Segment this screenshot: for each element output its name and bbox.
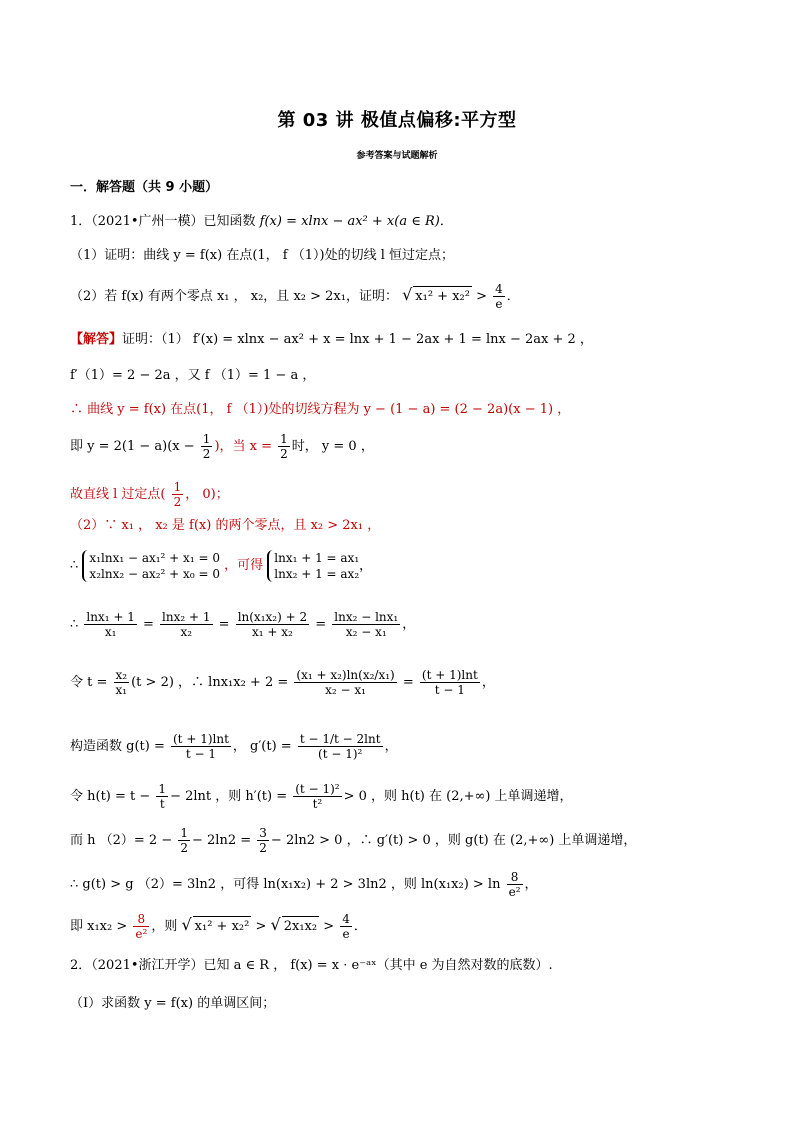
answer-l1-text: 证明：（1） f′(x) = xlnx − ax² + x = lnx + 1 − 2ax + 1 = lnx − 2ax + 2 ，	[122, 332, 593, 347]
problem1-stem-prefix: 1．（2021•广州一模）已知函数	[70, 214, 256, 229]
section-heading: 一．解答题（共 9 小题）	[70, 180, 219, 195]
construct-a: 构造函数 g(t) =	[70, 739, 165, 754]
problem1-part1: （1）证明：曲线 y = f(x) 在点(1， f （1）)处的切线 l 恒过定点；	[70, 248, 455, 263]
h-line-b: − 2lnt ，则 h′(t) =	[170, 789, 288, 804]
answer-l4-b: )，当 x =	[214, 439, 272, 454]
final-four-over-e: $\frac{4}{e}$	[342, 912, 350, 941]
construct-line: 构造函数 g(t) = $\frac{(t + 1)\ln t}{t - 1}$ ， g′(t) = $\frac{t - 1/t - 2\ln t}{\text{(t − 1)²}}$ ，	[70, 732, 398, 761]
ratio-1: $\frac{\text{lnx₁ + 1}}{\text{x₁}}$	[86, 610, 135, 639]
answer-line-4	[70, 432, 734, 461]
half-fraction-2: $\frac{1}{2}$	[280, 432, 288, 461]
part2-rhs-fraction: $\frac{4}{e}$	[495, 282, 503, 311]
answer-l5-b: ， 0)；	[185, 487, 229, 502]
ratio-4: $\frac{\text{lnx₂ − lnx₁}}{\text{x₂ − x₁}}$	[334, 610, 399, 639]
construct-b: ， g′(t) =	[232, 739, 292, 754]
answer-l4-a: 即 y = 2(1 − a)(x −	[70, 439, 195, 454]
problem1-part2: （2）若 f(x) 有两个零点 x₁ ， x₂，且 x₂ > 2x₁，证明： √ x₁² + x₂² > $\frac{4}{e}$ ．	[70, 282, 520, 311]
h2-b: − 2ln2 =	[192, 833, 252, 848]
final-a: 即 x₁x₂ >	[70, 919, 128, 934]
part2-sqrt: x₁² + x₂²	[413, 286, 472, 307]
let-t-result-fraction: $\frac{(t + 1)\ln t}{t - 1}$	[421, 668, 478, 697]
final-line: 即 x₁x₂ > $\frac{8}{\text{e²}}$ ，则 √ x₁² + x₂² > √ 2x₁x₂ > $\frac{4}{e}$ ．	[70, 912, 367, 941]
answer-line-1	[70, 330, 734, 350]
h2-three-halves: $\frac{3}{2}$	[259, 826, 267, 855]
x-over-fraction: $\frac{\text{x₂}}{\text{x₁}}$	[115, 668, 128, 697]
h-line-a: 令 h(t) = t −	[70, 789, 151, 804]
g-a: ∴ g(t) > g （2）= 3ln2 ，可得 ln(x₁x₂) + 2 > 3ln2 ，则 ln(x₁x₂) > ln	[70, 877, 501, 892]
answer-line-3: ∴ 曲线 y = f(x) 在点(1， f （1）)处的切线方程为 y − (1 − a) = (2 − 2a)(x − 1) ，	[70, 402, 571, 417]
let-t-a: 令 t =	[70, 675, 108, 690]
g-line: ∴ g(t) > g （2）= 3ln2 ，可得 ln(x₁x₂) + 2 > 3ln2 ，则 ln(x₁x₂) > ln $\frac{8}{\text{e²}}$ ，	[70, 870, 538, 899]
page-subtitle: 参考答案与试题解析	[356, 151, 438, 161]
system-2: lnx₁ + 1 = ax₁ lnx₂ + 1 = ax₂	[267, 550, 359, 582]
answer-l4-c: 时， y = 0 ，	[291, 439, 374, 454]
final-eight-over-e2: $\frac{8}{\text{e²}}$	[135, 912, 148, 941]
half-fraction-3: $\frac{1}{2}$	[173, 480, 182, 509]
h2-half: $\frac{1}{2}$	[180, 826, 189, 855]
h-prime-fraction: $\frac{\text{(t − 1)²}}{\text{t²}}$	[295, 782, 340, 811]
h-line-d: > 0 ，则 h(t) 在 (2,+∞) 上单调递增，	[343, 789, 573, 804]
problem2-stem: 2．（2021•浙江开学）已知 a ∈ R ， f(x) = x · e⁻ᵃˣ（其中 e 为自然对数的底数）.	[70, 958, 553, 973]
let-t-b: (t > 2) ，∴ lnx₁x₂ + 2 =	[131, 675, 289, 690]
h2-a: 而 h （2）= 2 −	[70, 833, 173, 848]
half-fraction: $\frac{1}{2}$	[202, 432, 211, 461]
one-over-t-fraction: $\frac{1}{t}$	[158, 782, 167, 811]
let-t-line: 令 t = $\frac{\text{x₂}}{\text{x₁}}$ (t > 2) ，∴ lnx₁x₂ + 2 = $\frac{\text{(x₁ + x₂)ln(x₂/x₁)}}{\text{x₂ − x₁}}$ = $\frac{(t + 1)\ln t}{t - 1}$ ，	[70, 668, 495, 697]
page-title: 第 03 讲 极值点偏移:平方型	[277, 110, 517, 131]
answer-line-2: f′（1）= 2 − 2a ，又 f （1）= 1 − a ，	[70, 368, 316, 383]
h-line	[70, 782, 734, 811]
final-sqrt-1: x₁² + x₂²	[193, 916, 252, 937]
ratio-2: $\frac{\text{lnx₂ + 1}}{\text{x₂}}$	[162, 610, 211, 639]
answer-tag: 【解答】	[70, 332, 123, 347]
answer-line-6: （2）∵ x₁ ， x₂ 是 f(x) 的两个零点，且 x₂ > 2x₁ ，	[70, 518, 381, 533]
system-1: x₁lnx₁ − ax₁² + x₁ = 0 x₂lnx₂ − ax₂² + x₀ = 0	[82, 550, 220, 582]
system-mid: ，可得	[224, 558, 264, 573]
answer-l5-a: 故直线 l 过定点(	[70, 487, 166, 502]
final-sqrt-2: 2x₁x₂	[282, 916, 319, 937]
g-fraction: $\frac{(t + 1)\ln t}{t - 1}$	[173, 732, 229, 761]
problem2-part1: （Ⅰ）求函数 y = f(x) 的单调区间；	[70, 996, 276, 1011]
let-t-big-fraction: $\frac{\text{(x₁ + x₂)ln(x₂/x₁)}}{\text{x₂ − x₁}}$	[296, 668, 395, 697]
problem1-stem-func: f(x) = xlnx − ax² + x(a ∈ R)	[259, 214, 440, 229]
ratio-3: $\frac{\text{ln(x₁x₂) + 2}}{\text{x₁ + x₂}}$	[237, 610, 308, 639]
gprime-fraction: $\frac{t - 1/t - 2\ln t}{\text{(t − 1)²}}$	[299, 732, 381, 761]
answer-line-5	[70, 480, 734, 509]
problem1-part2-prefix: （2）若 f(x) 有两个零点 x₁ ， x₂，且 x₂ > 2x₁，证明：	[70, 289, 398, 304]
ratio-line: ∴ $\frac{\text{lnx₁ + 1}}{\text{x₁}}$ = $\frac{\text{lnx₂ + 1}}{\text{x₂}}$ = $\frac{\text{ln(x₁x₂) + 2}}{\text{x₁ + x₂}}$ = $\frac{\text{lnx₂ − lnx₁}}{\text{x₂ − x₁}}$ ，	[70, 610, 416, 639]
final-b: ，则	[151, 919, 178, 934]
eight-over-e2: $\frac{8}{\text{e²}}$	[508, 870, 521, 899]
answer-systems: ∴ x₁lnx₁ − ax₁² + x₁ = 0 x₂lnx₂ − ax₂² + x₀ = 0 ，可得 lnx₁ + 1 = ax₁ lnx₂ + 1 = ax₂，	[70, 551, 373, 581]
h2-line	[70, 826, 734, 855]
h2-c: − 2ln2 > 0 ，∴ g′(t) > 0 ，则 g(t) 在 (2,+∞) 上单调递增，	[270, 833, 637, 848]
problem1-stem: 1．（2021•广州一模）已知函数 f(x) = xlnx − ax² + x(a ∈ R)．	[70, 214, 453, 229]
